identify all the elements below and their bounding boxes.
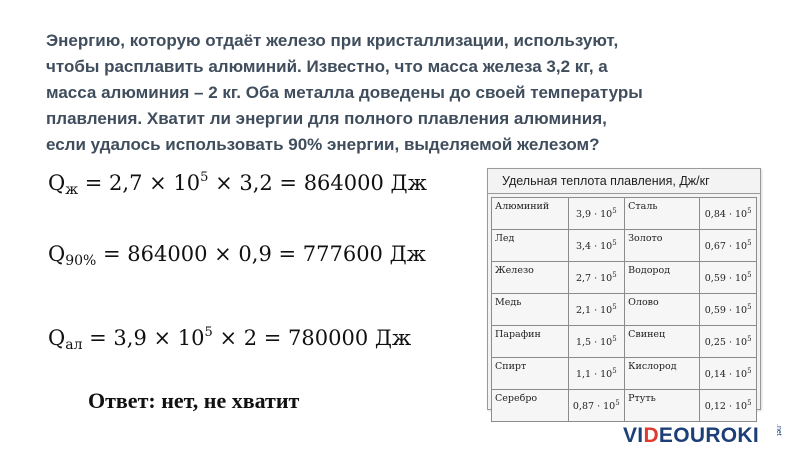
formula-symbol: Q (48, 171, 66, 195)
logo-text: VI (623, 424, 644, 447)
substance-name: Алюминий (495, 201, 550, 212)
formula-subscript: 90% (65, 253, 97, 269)
heat-value-cell (700, 358, 757, 390)
problem-statement (46, 28, 766, 158)
heat-value: 0,59 · 10 (704, 273, 748, 285)
substance-name: Парафин (495, 329, 541, 340)
substance-name-cell (492, 390, 569, 422)
substance-name: Водород (628, 265, 671, 276)
substance-name-cell (625, 294, 700, 326)
heat-value: 2,1 · 10 (575, 305, 613, 317)
heat-value-cell (700, 390, 757, 422)
heat-value-cell (700, 294, 757, 326)
heat-value-cell (568, 326, 625, 358)
formula-q-iron (48, 170, 427, 198)
substance-name: Сталь (628, 201, 658, 212)
heat-value: 0,67 · 10 (704, 241, 748, 253)
heat-value-cell (568, 358, 625, 390)
heat-value-exponent: 5 (612, 366, 617, 375)
substance-name: Спирт (495, 361, 527, 372)
table-row (492, 358, 757, 390)
problem-line: плавления. Хватит ли энергии для полного плавления алюминия, (46, 109, 607, 128)
formula-exponent: 5 (200, 170, 209, 185)
formula-text: = 864000 × 0,9 = 777600 Дж (96, 242, 426, 266)
table-row (492, 390, 757, 422)
formula-text: × 2 = 780000 Дж (212, 326, 412, 350)
substance-name: Золото (628, 233, 663, 244)
substance-name-cell (492, 230, 569, 262)
heat-value-cell (568, 390, 625, 422)
table-row (492, 198, 757, 230)
heat-value-cell (700, 262, 757, 294)
formula-q-aluminium (48, 325, 411, 353)
substance-name: Серебро (495, 393, 538, 404)
heat-value-exponent: 5 (747, 206, 752, 215)
table-row (492, 230, 757, 262)
heat-value: 3,4 · 10 (575, 241, 613, 253)
formula-q-90 (48, 242, 426, 269)
table-row (492, 262, 757, 294)
videouroki-logo (623, 424, 759, 448)
substance-name-cell (625, 198, 700, 230)
formula-text: = 3,9 × 10 (82, 326, 205, 350)
formula-symbol: Q (48, 242, 66, 266)
substance-name: Кислород (628, 361, 677, 372)
heat-value: 0,25 · 10 (704, 337, 748, 349)
heat-value-cell (568, 294, 625, 326)
table-row (492, 294, 757, 326)
table-row (492, 326, 757, 358)
heat-value-exponent: 5 (747, 366, 752, 375)
substance-name: Олово (628, 297, 659, 308)
substance-name-cell (492, 294, 569, 326)
heat-value-exponent: 5 (612, 238, 617, 247)
heat-value: 0,59 · 10 (704, 305, 748, 317)
logo-accent: D (643, 424, 659, 447)
heat-value-cell (700, 198, 757, 230)
heat-value: 2,7 · 10 (575, 273, 613, 285)
formula-subscript: ал (65, 337, 83, 353)
heat-value: 0,14 · 10 (704, 369, 748, 381)
heat-value-exponent: 5 (747, 334, 752, 343)
formula-text: = 2,7 × 10 (78, 171, 201, 195)
heat-value-exponent: 5 (615, 398, 620, 407)
heat-value: 1,1 · 10 (575, 369, 613, 381)
heat-value-exponent: 5 (612, 270, 617, 279)
formula-symbol: Q (48, 326, 66, 350)
substance-name: Медь (495, 297, 522, 308)
substance-name-cell (625, 230, 700, 262)
substance-name-cell (492, 262, 569, 294)
heat-value-exponent: 5 (612, 206, 617, 215)
substance-name-cell (625, 262, 700, 294)
substance-name-cell (625, 358, 700, 390)
heat-value-exponent: 5 (747, 238, 752, 247)
heat-value: 0,87 · 10 (572, 401, 616, 413)
substance-name: Лед (495, 233, 515, 244)
substance-name-cell (492, 198, 569, 230)
substance-name-cell (492, 326, 569, 358)
heat-value-cell (568, 262, 625, 294)
heat-value: 3,9 · 10 (575, 209, 613, 221)
heat-value-exponent: 5 (747, 302, 752, 311)
formula-text: × 3,2 = 864000 Дж (208, 171, 427, 195)
heat-value-exponent: 5 (612, 334, 617, 343)
substance-name: Ртуть (628, 393, 656, 404)
problem-line: масса алюминия – 2 кг. Оба металла доведены до своей температуры (46, 83, 643, 102)
heat-value-cell (568, 198, 625, 230)
heat-value-cell (568, 230, 625, 262)
problem-line: если удалось использовать 90% энергии, выделяемой железом? (46, 135, 600, 154)
heat-value-cell (700, 326, 757, 358)
formula-subscript: ж (65, 182, 79, 198)
table-caption: Удельная теплота плавления, Дж/кг (488, 169, 760, 194)
substance-name-cell (625, 390, 700, 422)
heat-value: 0,84 · 10 (704, 209, 748, 221)
heat-value-exponent: 5 (612, 302, 617, 311)
heat-value: 1,5 · 10 (575, 337, 613, 349)
heat-value-exponent: 5 (747, 398, 752, 407)
problem-line: чтобы расплавить алюминий. Известно, что масса железа 3,2 кг, а (46, 57, 608, 76)
heat-value-cell (700, 230, 757, 262)
substance-name: Свинец (628, 329, 666, 340)
formula-exponent: 5 (204, 325, 213, 340)
heat-table-grid (491, 197, 757, 422)
problem-line: Энергию, которую отдаёт железо при кристаллизации, используют, (46, 31, 619, 50)
substance-name-cell (625, 326, 700, 358)
heat-value-exponent: 5 (747, 270, 752, 279)
logo-text: EOUROKI (658, 424, 760, 447)
answer-text: Ответ: нет, не хватит (88, 388, 300, 413)
logo-suffix: .net (775, 424, 782, 436)
substance-name: Железо (495, 265, 534, 276)
heat-value: 0,12 · 10 (704, 401, 748, 413)
heat-of-fusion-table (487, 168, 761, 413)
substance-name-cell (492, 358, 569, 390)
